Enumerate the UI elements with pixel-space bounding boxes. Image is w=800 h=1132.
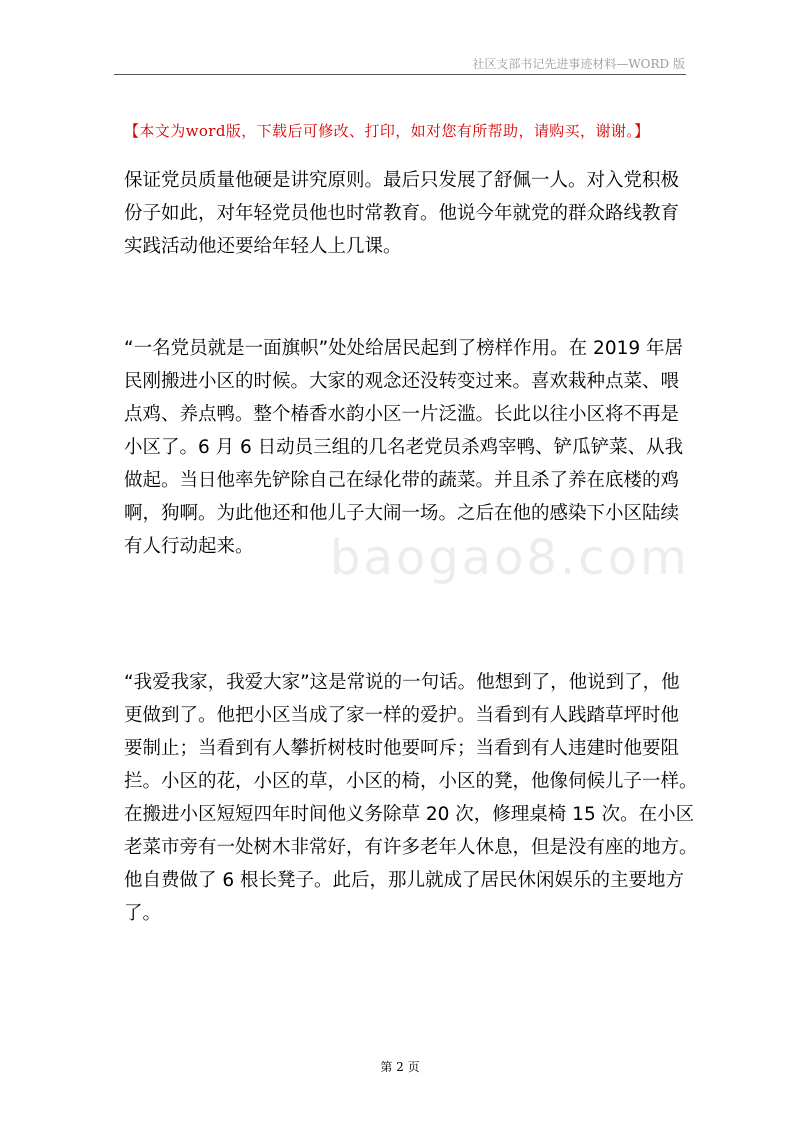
paragraph-line: 了。	[124, 903, 162, 924]
download-notice: 【本文为word版，下载后可修改、打印，如对您有所帮助，请购买，谢谢。】	[124, 122, 650, 140]
body-paragraph-3	[124, 666, 698, 930]
header-divider	[114, 74, 686, 75]
page-number: 第 2 页	[380, 1060, 420, 1074]
paragraph-line: 拦。小区的花，小区的草，小区的椅，小区的凳，他像伺候儿子一样。	[124, 771, 698, 792]
paragraph-line: 更做到了。他把小区当成了家一样的爱护。当看到有人践踏草坪时他	[124, 705, 680, 726]
watermark-text: baogao8.com	[330, 530, 690, 586]
paragraph-line: 要制止；当看到有人攀折树枝时他要呵斥；当看到有人违建时他要阻	[124, 738, 680, 759]
paragraph-line: “一名党员就是一面旗帜”处处给居民起到了榜样作用。在 2019 年居	[124, 338, 684, 359]
paragraph-line: 做起。当日他率先铲除自己在绿化带的蔬菜。并且杀了养在底楼的鸡	[124, 470, 680, 491]
paragraph-line: 民刚搬进小区的时候。大家的观念还没转变过来。喜欢栽种点菜、喂	[124, 371, 680, 392]
paragraph-line: 在搬进小区短短四年时间他义务除草 20 次，修理桌椅 15 次。在小区	[124, 804, 695, 825]
paragraph-line: 小区了。6 月 6 日动员三组的几名老党员杀鸡宰鸭、铲瓜铲菜、从我	[124, 437, 684, 458]
paragraph-line: 份子如此，对年轻党员他也时常教育。他说今年就党的群众路线教育	[124, 203, 680, 224]
paragraph-line: 老菜市旁有一处树木非常好，有许多老年人休息，但是没有座的地方。	[124, 837, 698, 858]
body-paragraph-1	[124, 164, 684, 263]
paragraph-line: 他自费做了 6 根长凳子。此后，那儿就成了居民休闲娱乐的主要地方	[124, 870, 685, 891]
paragraph-line: 保证党员质量他硬是讲究原则。最后只发展了舒佩一人。对入党积极	[124, 170, 680, 191]
document-header-title: 社区支部书记先进事迹材料—WORD 版	[472, 57, 685, 71]
paragraph-line: 啊，狗啊。为此他还和他儿子大闹一场。之后在他的感染下小区陆续	[124, 503, 680, 524]
paragraph-line: “我爱我家，我爱大家”这是常说的一句话。他想到了，他说到了，他	[124, 672, 680, 693]
paragraph-line: 实践活动他还要给年轻人上几课。	[124, 236, 402, 257]
paragraph-line: 点鸡、养点鸭。整个椿香水韵小区一片泛滥。长此以往小区将不再是	[124, 404, 680, 425]
body-paragraph-2	[124, 332, 684, 563]
paragraph-line: 有人行动起来。	[124, 536, 254, 557]
